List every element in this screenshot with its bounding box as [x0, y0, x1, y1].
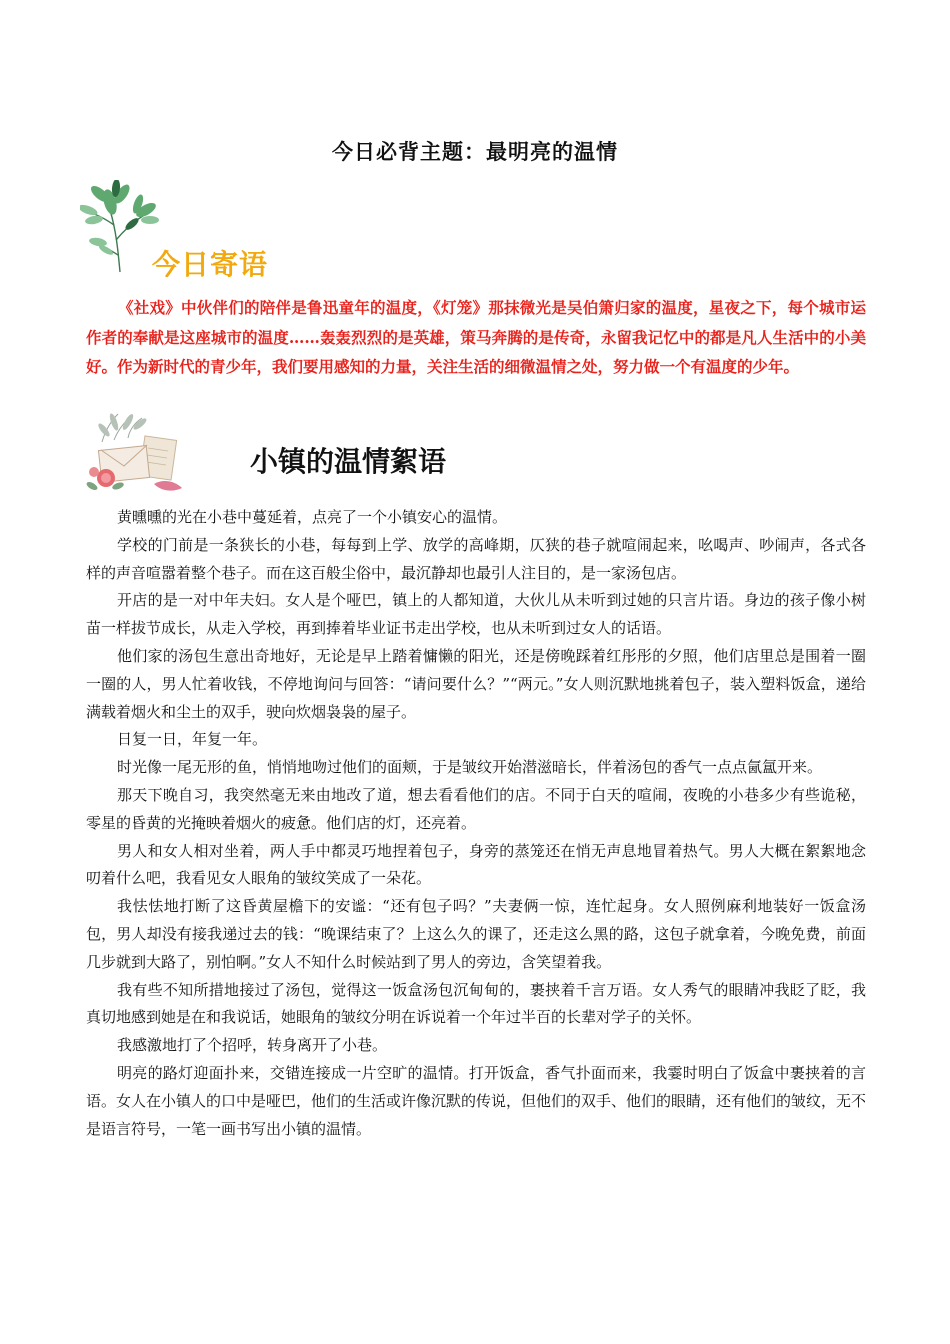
epigraph-paragraph: 《社戏》中伙伴们的陪伴是鲁迅童年的温度，《灯笼》那抹微光是吴伯箫归家的温度，星夜之下，每个城市运作者的奉献是这座城市的温度……轰轰烈烈的是英雄，策马奔腾的是传奇，永留我记忆中的都是凡人生活中的小美好。作为新时代的青少年，我们要用感知的力量，关注生活的细微温情之处，努力做一个有温度的少年。 [86, 298, 866, 376]
article-paragraph: 明亮的路灯迎面扑来，交错连接成一片空旷的温情。打开饭盒，香气扑面而来，我霎时明白了饭盒中裹挟着的言语。女人在小镇人的口中是哑巴，他们的生活或许像沉默的传说，但他们的双手、他们的眼睛，还有他们的皱纹，无不是语言符号，一笔一画书写出小镇的温情。 [86, 1063, 867, 1138]
article-paragraph: 日复一日，年复一年。 [117, 730, 268, 749]
article-paragraph: 开店的是一对中年夫妇。女人是个哑巴，镇上的人都知道，大伙儿从未听到过她的只言片语。身边的孩子像小树苗一样拔节成长，从走入学校，再到捧着毕业证书走出学校，也从未听到过女人的话语。 [86, 591, 866, 638]
article-paragraph: 他们家的汤包生意出奇地好，无论是早上踏着慵懒的阳光，还是傍晚踩着红彤彤的夕照，他们店里总是围着一圈一圈的人，男人忙着收钱，不停地询问与回答：“请问要什么？”“两元。”女人则沉默地挑着包子，装入塑料饭盒，递给满载着烟火和尘土的双手，驶向炊烟袅袅的屋子。 [86, 646, 866, 721]
section-heading-today-message: 今日寄语 [152, 248, 269, 281]
article-paragraph: 那天下晚自习，我突然毫无来由地改了道，想去看看他们的店。不同于白天的喧闹，夜晚的小巷多少有些诡秘，零星的昏黄的光掩映着烟火的疲惫。他们店的灯，还亮着。 [86, 785, 866, 832]
article-body [86, 504, 866, 1143]
article-paragraph: 男人和女人相对坐着，两人手中都灵巧地捏着包子，身旁的蒸笼还在悄无声息地冒着热气。男人大概在絮絮地念叨着什么吧，我看见女人眼角的皱纹笑成了一朵花。 [86, 841, 866, 888]
leaf-illustration-icon [80, 180, 160, 275]
letter-flower-illustration-icon [84, 412, 194, 497]
article-paragraph: 我感激地打了个招呼，转身离开了小巷。 [117, 1036, 388, 1055]
article-paragraph: 学校的门前是一条狭长的小巷，每每到上学、放学的高峰期，仄狭的巷子就喧闹起来，吆喝声、吵闹声，各式各样的声音喧嚣着整个巷子。而在这百般尘俗中，最沉静却也最引人注目的，是一家汤包店。 [86, 535, 866, 582]
article-paragraph: 我有些不知所措地接过了汤包，觉得这一饭盒汤包沉甸甸的，裹挟着千言万语。女人秀气的眼睛冲我眨了眨，我真切地感到她是在和我说话，她眼角的皱纹分明在诉说着一个年过半百的长辈对学子的关怀。 [86, 980, 866, 1027]
article-paragraph: 我怯怯地打断了这昏黄屋檐下的安谧：“还有包子吗？”夫妻俩一惊，连忙起身。女人照例麻利地装好一饭盒汤包，男人却没有接我递过去的钱：“晚课结束了？上这么久的课了，还走这么黑的路，这包子就拿着，今晚免费，前面几步就到大路了，别怕啊。”女人不知什么时候站到了男人的旁边，含笑望着我。 [86, 897, 866, 971]
page-title: 今日必背主题：最明亮的温情 [332, 139, 618, 164]
section-heading-story-title: 小镇的温情絮语 [250, 445, 447, 478]
article-paragraph: 黄曛曛的光在小巷中蔓延着，点亮了一个小镇安心的温情。 [117, 508, 508, 526]
article-paragraph: 时光像一尾无形的鱼，悄悄地吻过他们的面颊，于是皱纹开始潜滋暗长，伴着汤包的香气一点点氤氲开来。 [117, 758, 823, 777]
